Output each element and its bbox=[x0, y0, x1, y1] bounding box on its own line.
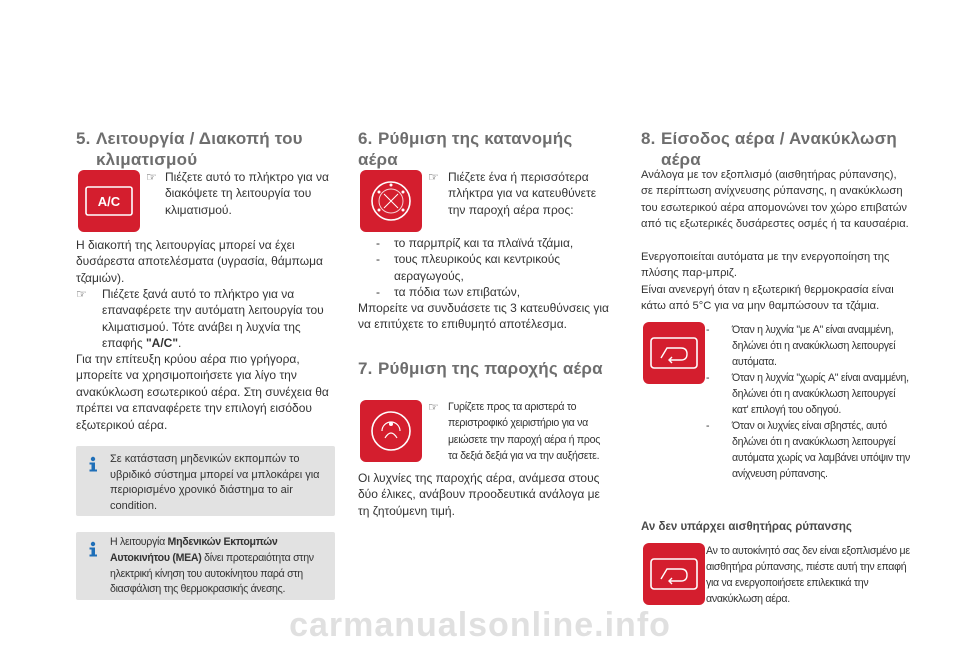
ac-icon-label: A/C bbox=[97, 194, 121, 209]
info-box-1-text: Σε κατάσταση μηδενικών εκπομπών το υβριδικό σύστημα μπορεί να μπλοκάρει για περιορισμένο χρονικό διάστημα το air condition. bbox=[110, 453, 320, 512]
list-item-text: Όταν η λυχνία "με A" είναι αναμμένη, δηλώνει ότι η ανακύκλωση λειτουργεί αυτόματα. bbox=[732, 324, 896, 368]
section-8-para-1: Ανάλογα με τον εξοπλισμό (αισθητήρας ρύπανσης), σε περίπτωση ανίχνευσης ρύπανσης, η ανακύκλωση του εσωτερικού αέρα απομονώνει τον χώρο επιβατών από τις εξωτερικές δυσάρεστες οσμές ή τα καυσαέρια. bbox=[641, 169, 909, 231]
section-5-bullet-2-text: Πιέζετε ξανά αυτό το πλήκτρο για να επαναφέρετε την αυτόματη λειτουργία του κλιματισμού. Τότε ανάβει η λυχνία της επαφής bbox=[102, 287, 324, 351]
bullet-arrow-icon: ☞ bbox=[76, 287, 87, 301]
section-8-title-line1: Είσοδος αέρα / Ανακύκλωση bbox=[661, 129, 897, 148]
section-6-number: 6. bbox=[358, 129, 373, 148]
section-7-title: Ρύθμιση της παροχής αέρα bbox=[378, 359, 603, 378]
section-8-title-line2: αέρα bbox=[661, 150, 701, 169]
air-flow-dial-icon bbox=[360, 400, 422, 462]
section-5-title-line2: κλιματισμού bbox=[96, 150, 198, 169]
info-box-2 bbox=[76, 532, 335, 600]
section-7-heading bbox=[358, 358, 608, 379]
list-item-text: Όταν η λυχνία "χωρίς A" είναι αναμμένη, δηλώνει ότι η ανακύκλωση λειτουργεί κατ' επιλογή του οδηγού. bbox=[732, 372, 909, 416]
section-5-bullet-2 bbox=[102, 286, 334, 352]
section-8-para-2: Ενεργοποιείται αυτόματα με την ενεργοποίηση της πλύσης παρ-μπριζ. bbox=[641, 251, 890, 280]
section-7-number: 7. bbox=[358, 359, 373, 378]
section-5-para-1: Η διακοπή της λειτουργίας μπορεί να έχει δυσάρεστα αποτελέσματα (υγρασία, θάμπωμα τζαμιών). bbox=[76, 238, 323, 285]
section-5-bullet-2-end: . bbox=[178, 336, 182, 351]
section-8-para-3: Είναι ανενεργή όταν η εξωτερική θερμοκρασία είναι κάτω από 5°C για να μην θαμπώσουν τα τζάμια. bbox=[641, 284, 894, 313]
list-item: - Όταν η λυχνία "με A" είναι αναμμένη, δηλώνει ότι η ανακύκλωση λειτουργεί αυτόματα. bbox=[706, 324, 896, 368]
section-7-para: Οι λυχνίες της παροχής αέρα, ανάμεσα στους δύο έλικες, ανάβουν προοδευτικά ανάλογα με τη ζητούμενη τιμή. bbox=[358, 471, 600, 518]
list-item: - Όταν η λυχνία "χωρίς A" είναι αναμμένη, δηλώνει ότι η ανακύκλωση λειτουργεί κατ' επιλογή του οδηγού. bbox=[706, 372, 909, 416]
section-6-title: Ρύθμιση της κατανομής αέρα bbox=[358, 129, 573, 169]
info-box-2-text bbox=[110, 535, 327, 598]
section-5-bullet-1: Πιέζετε αυτό το πλήκτρο για να διακόψετε τη λειτουργία του κλιματισμού. bbox=[165, 170, 329, 217]
list-item: - τους πλευρικούς και κεντρικούς αεραγωγούς, bbox=[376, 252, 561, 283]
bullet-arrow-icon: ☞ bbox=[428, 170, 439, 184]
air-distribution-dial-icon bbox=[360, 170, 422, 232]
section-6-list bbox=[376, 235, 608, 301]
info-icon bbox=[86, 456, 100, 472]
recirculation-auto-button-icon bbox=[643, 322, 705, 384]
section-6-para: Μπορείτε να συνδυάσετε τις 3 κατευθύνσεις για να επιτύχετε το επιθυμητό αποτέλεσμα. bbox=[358, 301, 609, 332]
section-5-number: 5. bbox=[76, 129, 91, 148]
list-item-text: τους πλευρικούς και κεντρικούς αεραγωγούς, bbox=[394, 252, 561, 283]
bullet-arrow-icon: ☞ bbox=[146, 170, 157, 184]
section-6-bullet: Πιέζετε ένα ή περισσότερα πλήκτρα για να κατευθύνετε την παροχή αέρα προς: bbox=[448, 170, 597, 217]
list-item: - τα πόδια των επιβατών, bbox=[376, 285, 521, 300]
list-item-text: τα πόδια των επιβατών, bbox=[394, 285, 521, 300]
list-item-text: Όταν οι λυχνίες είναι σβηστές, αυτό δηλώνει ότι η ανακύκλωση λειτουργεί αυτόματα χωρίς να λαμβάνει υπόψιν την ανίχνευση ρύπανσης. bbox=[732, 420, 910, 480]
no-pollution-sensor-heading: Αν δεν υπάρχει αισθητήρας ρύπανσης bbox=[641, 521, 852, 533]
no-pollution-sensor-text: Αν το αυτοκίνητό σας δεν είναι εξοπλισμένο με αισθητήρα ρύπανσης, πιέστε αυτή την επαφή για να ενεργοποιήσετε επιλεκτικά την ανακύκλωση αέρα. bbox=[706, 545, 910, 605]
list-item: - το παρμπρίζ και τα πλαϊνά τζάμια, bbox=[376, 236, 574, 250]
section-5-para-2: Για την επίτευξη κρύου αέρα πιο γρήγορα, μπορείτε να χρησιμοποιήσετε για λίγο την ανακύκλωση εσωτερικού αέρα. Στη συνέχεια θα πρέπει να επαναφέρετε την επιλογή εισόδου εξωτερικού αέρα. bbox=[76, 352, 329, 432]
section-8-list bbox=[706, 322, 912, 482]
info-box-1 bbox=[76, 446, 335, 516]
section-6-heading bbox=[358, 128, 608, 170]
info-box-2-text-end: δίνει προτεραιότητα στην ηλεκτρική κίνηση του αυτοκίνητου παρά στη διασφάλιση της θερμοκρασικής άνεσης. bbox=[110, 551, 314, 596]
section-8-heading bbox=[641, 128, 911, 170]
watermark: carmanualsonline.info bbox=[289, 606, 671, 644]
section-8-number: 8. bbox=[641, 129, 656, 148]
info-icon bbox=[86, 541, 100, 557]
ac-label-bold: "A/C" bbox=[145, 336, 179, 351]
section-5-heading bbox=[76, 128, 326, 170]
list-item: - Όταν οι λυχνίες είναι σβηστές, αυτό δηλώνει ότι η ανακύκλωση λειτουργεί αυτόματα χωρίς να λαμβάνει υπόψιν την ανίχνευση ρύπανσης. bbox=[706, 420, 910, 480]
info-box-2-text-start: Η λειτουργία bbox=[110, 536, 168, 548]
list-item-text: το παρμπρίζ και τα πλαϊνά τζάμια, bbox=[394, 236, 574, 250]
bullet-arrow-icon: ☞ bbox=[428, 400, 439, 414]
section-5-title-line1: Λειτουργία / Διακοπή του bbox=[96, 129, 303, 148]
recirculation-button-icon bbox=[643, 543, 705, 605]
info-box-2-bold: Μηδενικών Εκπομπών Αυτοκινήτου (ΜΕΑ) bbox=[110, 536, 278, 564]
section-7-bullet: Γυρίζετε προς τα αριστερά το περιστροφικό χειριστήριο για να μειώσετε την παροχή αέρα ή προς τα δεξιά δεξιά για να την αυξήσετε. bbox=[448, 401, 601, 463]
ac-button-icon bbox=[78, 170, 140, 232]
